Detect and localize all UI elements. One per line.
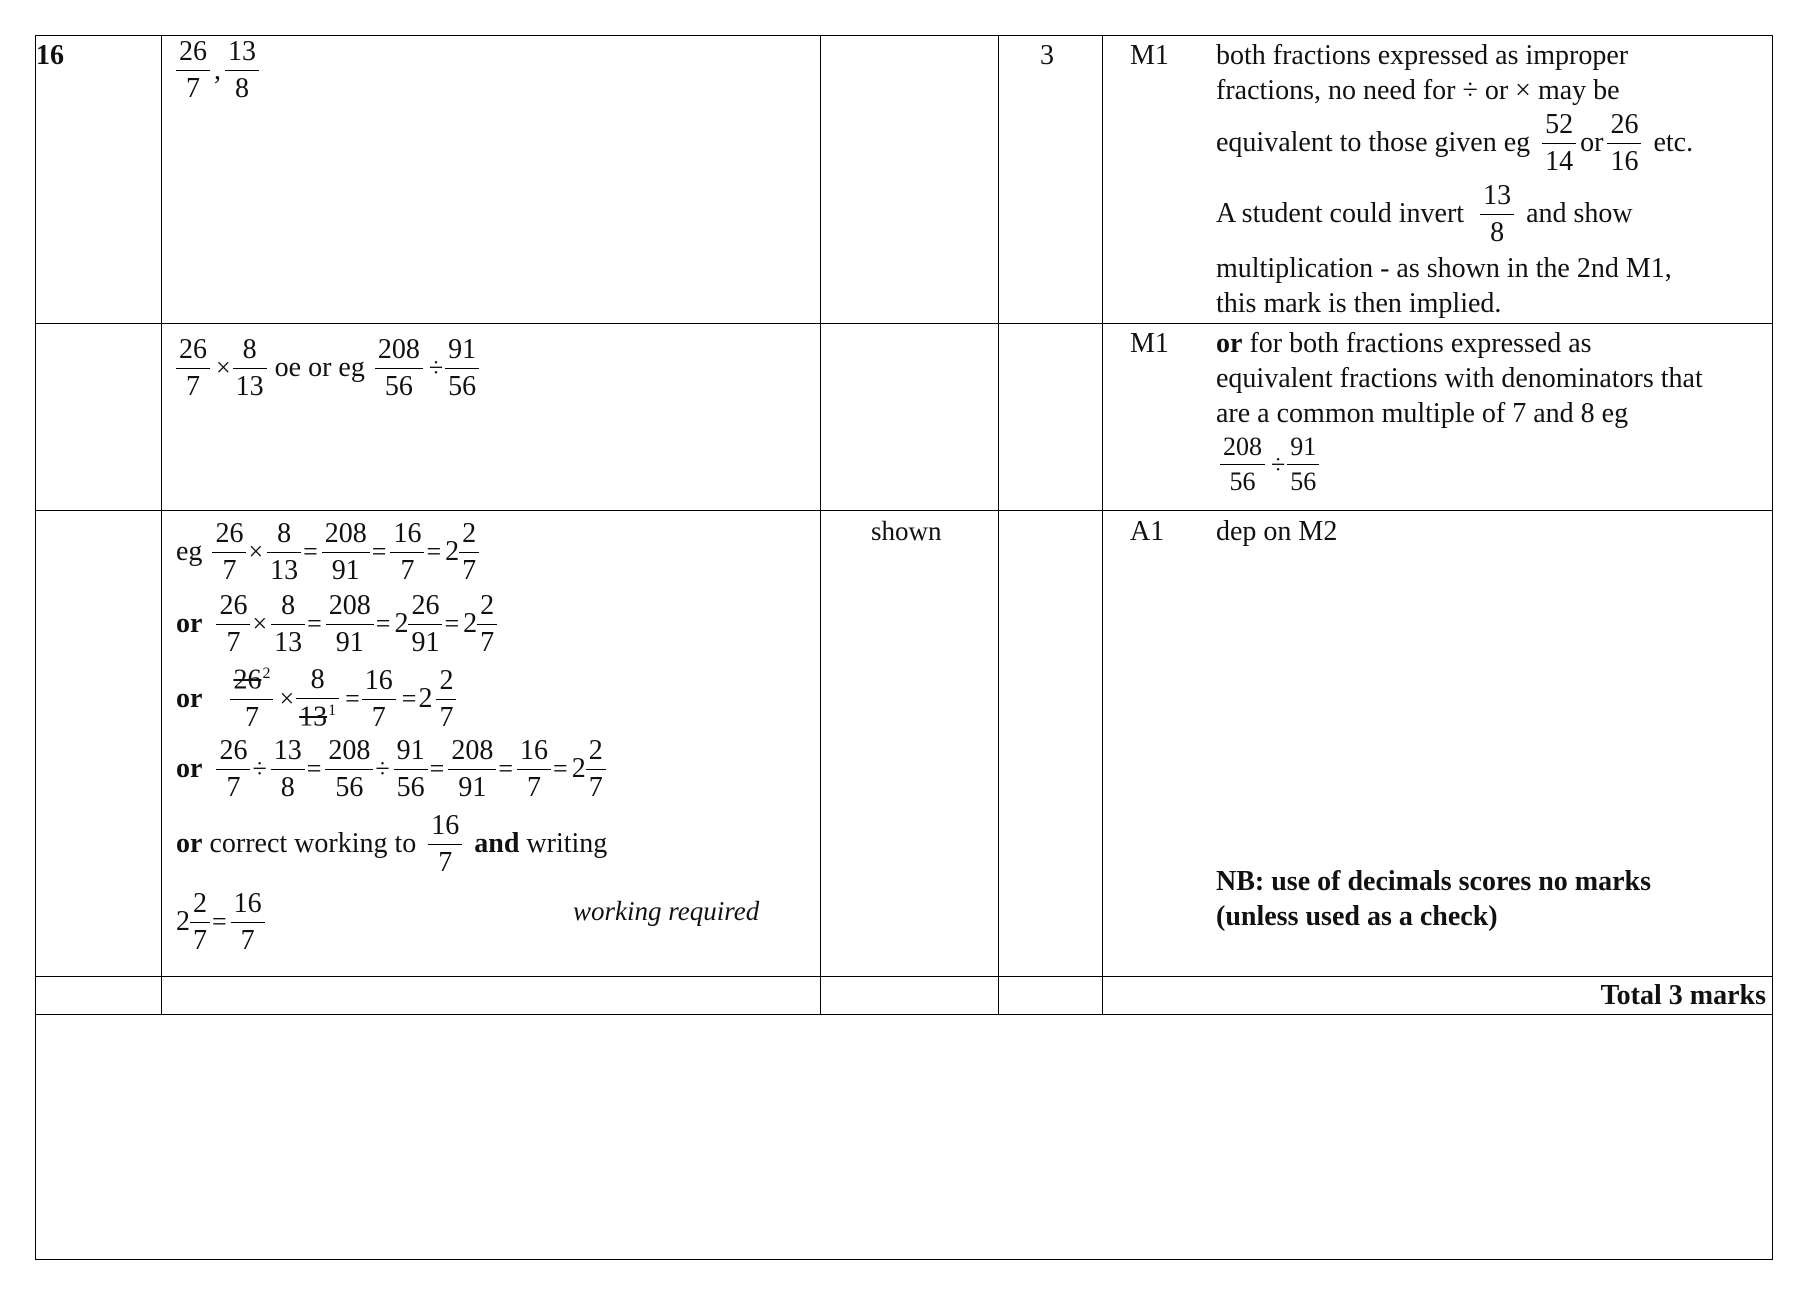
- or-keyword: or: [176, 608, 203, 639]
- working-line-3: [176, 661, 460, 737]
- operator: ÷: [375, 754, 390, 783]
- operator: ×: [216, 353, 231, 382]
- fraction: 52 14: [1542, 111, 1576, 176]
- operator: ÷: [428, 353, 444, 382]
- fraction: $\frac{13}{8}$: [271, 737, 305, 802]
- fraction: $\frac{26}{7}$: [212, 520, 246, 585]
- column-divider: [820, 36, 821, 1014]
- fraction: $\frac{208}{91}$: [326, 592, 374, 657]
- fraction: $\frac{91}{56}$: [1287, 434, 1319, 495]
- fraction: 2 7: [459, 520, 479, 585]
- answer-text: oe or eg: [274, 352, 365, 383]
- equation: [216, 589, 497, 658]
- note-text: equivalent to those given eg: [1216, 127, 1531, 158]
- fraction: 13 8: [225, 38, 259, 103]
- fraction: $\frac{26}{91}$: [408, 592, 442, 657]
- operator: =: [307, 609, 322, 638]
- whole-number: 2: [445, 536, 460, 567]
- operator: =: [345, 684, 360, 713]
- operator: =: [426, 537, 442, 566]
- separator: ,: [214, 54, 221, 86]
- whole-number: 2: [463, 608, 478, 639]
- fraction: $\frac{26}{7}$: [176, 336, 210, 401]
- operator: =: [429, 754, 445, 783]
- working-line-4: [176, 733, 610, 805]
- note-line: this mark is then implied.: [1216, 288, 1502, 319]
- equation: [216, 734, 605, 803]
- note-line: dep on M2: [1216, 516, 1338, 547]
- note-line: equivalent fractions with denominators that: [1216, 363, 1703, 394]
- or-keyword: or: [176, 683, 203, 714]
- operator: ×: [252, 609, 268, 638]
- note-line: are a common multiple of 7 and 8 eg: [1216, 398, 1629, 429]
- fraction: $\frac{91}{56}$: [445, 336, 479, 401]
- fraction: 2 7: [586, 737, 606, 802]
- note-text: etc.: [1653, 127, 1694, 158]
- working-required-note: working required: [573, 896, 760, 926]
- or-keyword: or: [176, 753, 203, 784]
- or-keyword: or: [1216, 328, 1243, 359]
- total-marks: Total 3 marks: [1600, 980, 1766, 1011]
- row-divider: [36, 510, 1772, 511]
- fraction: 2 7: [477, 592, 497, 657]
- fraction-cancelled: $\frac{26^2}{7}$: [230, 666, 273, 731]
- operator: =: [306, 754, 322, 783]
- answer-improper-fractions: [176, 38, 263, 103]
- operator: =: [498, 754, 514, 783]
- fraction: 26 7: [176, 38, 210, 103]
- marks-count: 3: [1040, 40, 1054, 71]
- answer-shown: shown: [871, 516, 942, 546]
- fraction: $\frac{8}{13}$: [233, 336, 267, 401]
- fraction: $\frac{26}{7}$: [216, 737, 250, 802]
- note-fractions: [1220, 434, 1323, 495]
- whole-number: 2: [394, 608, 409, 639]
- working-line-5: [176, 806, 611, 882]
- fraction: $\frac{8}{13}$: [271, 592, 305, 657]
- operator: =: [553, 754, 568, 783]
- fraction: $\frac{208}{91}$: [448, 737, 496, 802]
- fraction: $\frac{2}{7}$: [190, 890, 210, 955]
- operator: =: [401, 684, 417, 713]
- whole-number: 2: [418, 683, 433, 714]
- fraction: $\frac{208}{56}$: [325, 737, 373, 802]
- fraction: 16 7: [428, 812, 462, 877]
- working-line-6: [176, 884, 269, 960]
- note-line-invert: [1216, 179, 1637, 248]
- fraction: 2 7: [436, 667, 456, 732]
- note-line: fractions, no need for ÷ or × may be: [1216, 75, 1620, 106]
- operator: =: [371, 537, 387, 566]
- nb-line: NB: use of decimals scores no marks: [1216, 866, 1652, 897]
- row-divider: [36, 323, 1772, 324]
- fraction: 26 16: [1607, 111, 1641, 176]
- operator: =: [212, 907, 227, 936]
- note-text: and show: [1526, 198, 1633, 229]
- question-number: 16: [36, 40, 64, 71]
- fraction: $\frac{8}{13}$: [267, 520, 301, 585]
- note-line: both fractions expressed as improper: [1216, 40, 1629, 71]
- mark-code: M1: [1130, 328, 1169, 359]
- equation: [212, 517, 479, 586]
- working-line-1: [176, 516, 483, 588]
- fraction: 13 8: [1480, 182, 1514, 247]
- note-line: [1216, 326, 1592, 361]
- note-text: for both fractions expressed as: [1242, 328, 1592, 359]
- correct-working-text: or correct working to: [176, 828, 417, 859]
- fraction: $\frac{26}{7}$: [216, 592, 250, 657]
- working-line-2: [176, 588, 501, 660]
- fraction-cancelled: $\frac{8}{13^1}$: [296, 666, 339, 731]
- operator: =: [375, 609, 391, 638]
- equation: [176, 887, 265, 956]
- operator: ÷: [252, 754, 267, 783]
- fraction: $\frac{208}{56}$: [1220, 434, 1265, 495]
- row-divider: [36, 1014, 1772, 1015]
- eg-label: eg: [176, 536, 203, 567]
- column-divider: [998, 36, 999, 1014]
- mark-code: A1: [1130, 516, 1165, 547]
- mark-scheme-table: [35, 35, 1773, 1260]
- note-line: multiplication - as shown in the 2nd M1,: [1216, 253, 1672, 284]
- fraction: $\frac{16}{7}$: [362, 667, 396, 732]
- and-writing-text: and writing: [474, 828, 608, 859]
- note-text: or: [1580, 127, 1604, 158]
- whole-number: 2: [176, 906, 190, 937]
- mark-code: M1: [1130, 40, 1169, 71]
- note-text: A student could invert: [1216, 198, 1465, 229]
- fraction: $\frac{16}{7}$: [517, 737, 551, 802]
- note-line-equivalents: [1216, 108, 1697, 177]
- nb-line: (unless used as a check): [1216, 901, 1498, 932]
- fraction: $\frac{16}{7}$: [390, 520, 424, 585]
- column-divider: [1102, 36, 1103, 1014]
- whole-number: 2: [571, 753, 586, 784]
- fraction: $\frac{16}{7}$: [231, 890, 265, 955]
- fraction: $\frac{208}{56}$: [375, 336, 423, 401]
- fraction: $\frac{91}{56}$: [394, 737, 428, 802]
- column-divider: [161, 36, 162, 1014]
- operator: ×: [279, 684, 295, 713]
- answer-method: [176, 328, 483, 408]
- operator: =: [303, 537, 318, 566]
- operator: =: [444, 609, 460, 638]
- operator: ×: [248, 537, 264, 566]
- row-divider: [36, 976, 1772, 977]
- fraction: $\frac{208}{91}$: [322, 520, 370, 585]
- operator: ÷: [1271, 449, 1286, 479]
